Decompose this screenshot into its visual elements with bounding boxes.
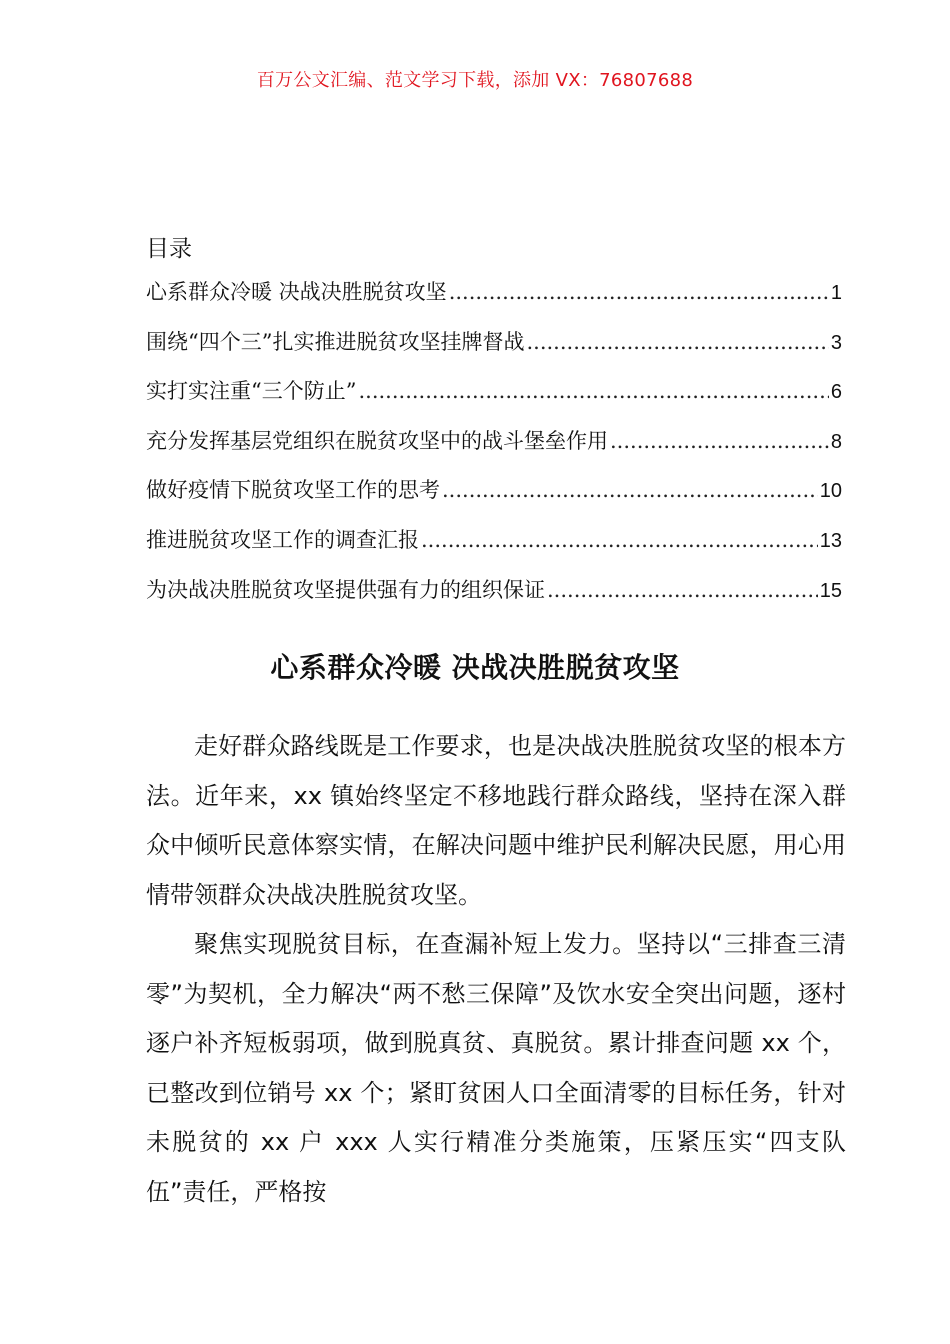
toc-item-page: 13 <box>819 529 842 552</box>
toc-item-title: 为决战决胜脱贫攻坚提供强有力的组织保证 <box>146 577 545 602</box>
body-paragraph: 走好群众路线既是工作要求，也是决战决胜脱贫攻坚的根本方法。近年来，xx 镇始终坚定不移地践行群众路线，坚持在深入群众中倾听民意体察实情，在解决问题中维护民利解决民愿，用心用情带领群众决战决胜脱贫攻坚。 <box>146 732 846 909</box>
toc-leader-dots <box>547 578 818 602</box>
toc-item[interactable] <box>146 474 842 524</box>
toc-item-title: 做好疫情下脱贫攻坚工作的思考 <box>146 478 440 503</box>
toc-item[interactable] <box>146 326 842 376</box>
article-body <box>146 722 846 1217</box>
article-title: 心系群众冷暖 决战决胜脱贫攻坚 <box>270 651 680 684</box>
toc-item-title: 充分发挥基层党组织在脱贫攻坚中的战斗堡垒作用 <box>146 428 608 453</box>
toc-item-page: 1 <box>830 282 842 304</box>
toc-item-title: 推进脱贫攻坚工作的调查汇报 <box>146 527 419 552</box>
toc-item-page: 15 <box>819 579 842 602</box>
watermark-header: 百万公文汇编、范文学习下载，添加 VX：76807688 <box>256 70 694 91</box>
toc-item[interactable] <box>146 425 842 475</box>
toc-item-page: 10 <box>819 480 842 503</box>
toc-item[interactable] <box>146 375 842 425</box>
toc-item[interactable] <box>146 574 842 624</box>
toc-leader-dots <box>358 379 828 403</box>
toc-item-page: 3 <box>830 331 842 354</box>
toc-leader-dots <box>421 528 818 552</box>
toc-item-title: 围绕“四个三”扎实推进脱贫攻坚挂牌督战 <box>146 329 525 354</box>
toc-item[interactable] <box>146 524 842 574</box>
toc-item[interactable] <box>146 276 842 326</box>
toc-leader-dots <box>442 478 818 502</box>
toc-item-page: 6 <box>830 381 842 404</box>
toc-leader-dots <box>449 280 829 304</box>
table-of-contents <box>146 276 842 623</box>
body-paragraph: 聚焦实现脱贫目标，在查漏补短上发力。坚持以“三排查三清零”为契机，全力解决“两不愁三保障”及饮水安全突出问题，逐村逐户补齐短板弱项，做到脱真贫、真脱贫。累计排查问题 xx 个，已整改到位销号 xx 个；紧盯贫困人口全面清零的目标任务，针对未脱贫的 xx 户 xxx 人实行精准分类施策，压紧压实“四支队伍”责任，严格按 <box>146 930 846 1206</box>
toc-leader-dots <box>526 330 828 354</box>
toc-item-title: 实打实注重“三个防止” <box>146 379 357 404</box>
toc-leader-dots <box>610 429 829 453</box>
toc-item-page: 8 <box>830 430 842 453</box>
toc-item-title: 心系群众冷暖 决战决胜脱贫攻坚 <box>146 280 447 304</box>
toc-heading: 目录 <box>146 236 192 262</box>
